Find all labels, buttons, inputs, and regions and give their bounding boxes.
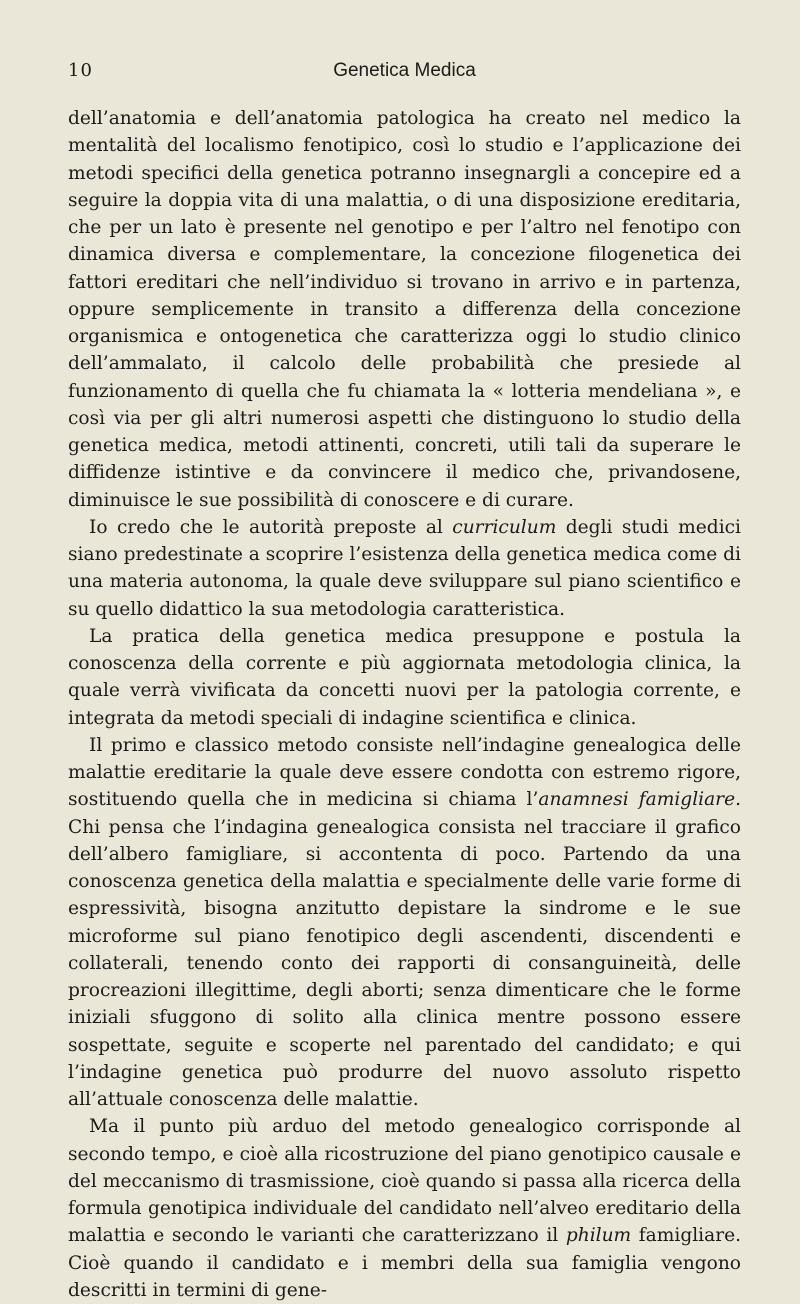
- paragraph-5-italic: philum: [565, 1225, 632, 1247]
- paragraph-4-italic: anamnesi famigliare.: [538, 789, 741, 811]
- paragraph-4-text-a: Il primo e classico metodo consiste nell’indagine genealogica delle malattie ereditarie la quale deve essere condotta con estremo rigore, sostituendo quella che in medicina si chiama l’: [68, 734, 741, 811]
- paragraph-2-text-a: Io credo che le autorità preposte al: [89, 516, 453, 538]
- paragraph-2: [68, 514, 741, 623]
- running-title: Genetica Medica: [333, 60, 476, 81]
- paragraph-1: dell’anatomia e dell’anatomia patologica ha creato nel medico la mentalità del localismo fenotipico, così lo studio e l’applicazione dei metodi specifici della genetica potranno insegnargli a concepire ed a seguire la doppia vita di una malattia, o di una disposizione ereditaria, che per un lato è presente nel genotipo e per l’altro nel fenotipo con dinamica diversa e complementare, la concezione filogenetica dei fattori ereditari che nell’individuo si trovano in arrivo e in partenza, oppure semplicemente in transito a differenza della concezione organismica e ontogenetica che caratterizza oggi lo studio clinico dell’ammalato, il calcolo delle probabilità che presiede al funzionamento di quella che fu chiamata la « lotteria mendeliana », e così via per gli altri numerosi aspetti che distinguono lo studio della genetica medica, metodi attinenti, concreti, utili tali da superare le diffidenze istintive e da convincere il medico che, privandosene, diminuisce le sue possibilità di conoscere e di curare.: [68, 108, 741, 511]
- paragraph-2-text-b: degli studi medici siano predestinate a scoprire l’esistenza della genetica medica come di una materia autonoma, la quale deve sviluppare sul piano scientifico e su quello didattico la sua metodologia caratteristica.: [68, 516, 742, 620]
- page-header: [68, 60, 741, 88]
- paragraph-2-italic: curriculum: [452, 516, 557, 538]
- paragraph-5: [68, 1113, 741, 1304]
- paragraph-4-text-b: Chi pensa che l’indagina genealogica consista nel tracciare il grafico dell’albero famigliare, si accontenta di poco. Partendo da una conoscenza genetica della malattia e specialmente delle varie forme di espressività, bisogna anzitutto depistare la sindrome e le sue microforme sul piano fenotipico degli ascendenti, discendenti e collaterali, tenendo conto dei rapporti di consanguineità, delle procreazioni illegittime, degli aborti; senza dimenticare che le forme iniziali sfuggono di solito alla clinica mentre possono essere sospettate, seguite e scoperte nel parentado del candidato; e qui l’indagine genetica può produrre del nuovo assoluto rispetto all’attuale conoscenza delle malattie.: [68, 816, 741, 1110]
- paragraph-4: [68, 732, 741, 1114]
- body-text: [68, 105, 741, 1304]
- page-number: 10: [68, 60, 93, 81]
- paragraph-3: La pratica della genetica medica presuppone e postula la conoscenza della corrente e più aggiornata metodologia clinica, la quale verrà vivificata da concetti nuovi per la patologia corrente, e integrata da metodi speciali di indagine scientifica e clinica.: [68, 625, 741, 729]
- paragraph-5-text-b: famigliare. Cioè quando il candidato e i membri della sua famiglia vengono descritti in termini di gene-: [68, 1225, 742, 1301]
- paragraph-5-text-a: Ma il punto più arduo del metodo genealogico corrisponde al secondo tempo, e cioè alla ricostruzione del piano genotipico causale e del meccanismo di trasmissione, cioè quando si passa alla ricerca della formula genotipica individuale del candidato nell’alveo ereditario della malattia e secondo le varianti che caratterizzano il: [68, 1116, 741, 1247]
